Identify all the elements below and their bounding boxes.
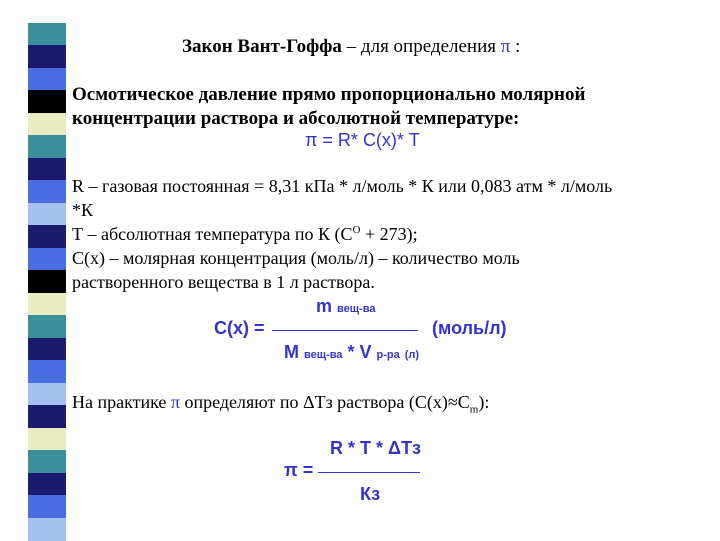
practice-pre: На практике — [72, 392, 171, 412]
stripe-block — [28, 270, 66, 294]
stripe-block — [28, 203, 66, 227]
title-pi-symbol: π — [501, 36, 511, 57]
stripe-block — [28, 113, 66, 137]
definition-t-main: Т – абсолютная температура по К (С — [72, 224, 353, 244]
stripe-block — [28, 23, 66, 47]
stripe-block — [28, 180, 66, 204]
practice-mid: определяют по ΔТз раствора (С(х)≈С — [180, 392, 470, 412]
stripe-block — [28, 90, 66, 114]
practice-pi-symbol: π — [171, 392, 180, 412]
definition-c-line-2: растворенного вещества в 1 л раствора. — [72, 272, 375, 293]
stripe-block — [28, 225, 66, 249]
statement-line-1: Осмотическое давление прямо пропорционально молярной — [72, 84, 585, 106]
frac1-units: (моль/л) — [432, 318, 507, 339]
stripe-block — [28, 293, 66, 317]
stripe-block — [28, 473, 66, 497]
frac1-denominator — [284, 342, 419, 363]
definition-r-line-1: R – газовая постоянная = 8,31 кПа * л/моль * К или 0,083 атм * л/моль — [72, 176, 612, 197]
stripe-block — [28, 360, 66, 384]
stripe-block — [28, 135, 66, 159]
practice-line — [72, 392, 489, 416]
stripe-block — [28, 248, 66, 272]
frac1-den-paren: (л) — [405, 349, 419, 361]
stripe-block — [28, 405, 66, 429]
frac2-numerator: R * T * ΔТз — [330, 438, 421, 459]
frac1-den-m-sub: вещ-ва — [304, 349, 342, 361]
frac2-fraction-line — [318, 472, 420, 473]
frac1-lhs: С(х) = — [214, 318, 265, 339]
title-bold: Закон Вант-Гоффа — [182, 36, 342, 57]
stripe-block — [28, 450, 66, 474]
practice-sub: m — [470, 404, 479, 416]
definition-t — [72, 224, 418, 245]
definition-r-line-2: *К — [72, 200, 93, 221]
frac1-den-v-sub: р-ра — [376, 349, 399, 361]
frac2-lhs: π = — [284, 460, 313, 481]
title-tail: : — [510, 36, 520, 57]
slide-title — [182, 36, 520, 58]
stripe-block — [28, 68, 66, 92]
frac1-numerator — [316, 296, 375, 317]
stripe-block — [28, 383, 66, 407]
stripe-block — [28, 315, 66, 339]
stripe-block — [28, 45, 66, 69]
stripe-block — [28, 518, 66, 541]
vant-hoff-formula: π = R* С(x)* Т — [305, 130, 420, 151]
frac1-den-star-v: * V — [342, 342, 371, 362]
frac1-num-sub: вещ-ва — [337, 303, 375, 315]
stripe-block — [28, 158, 66, 182]
stripe-block — [28, 428, 66, 452]
definition-c-line-1: С(х) – молярная концентрация (моль/л) – количество моль — [72, 248, 520, 269]
title-rest: – для определения — [342, 36, 501, 57]
frac1-num-m: m — [316, 296, 332, 316]
definition-t-sup: O — [353, 224, 361, 236]
stripe-block — [28, 495, 66, 519]
frac2-denominator: Кз — [360, 484, 380, 505]
definition-t-tail: + 273); — [360, 224, 417, 244]
decorative-stripe-bar — [28, 0, 66, 540]
frac1-den-m: М — [284, 342, 299, 362]
statement-line-2: концентрации раствора и абсолютной температуре: — [72, 108, 519, 130]
stripe-block — [28, 338, 66, 362]
frac1-fraction-line — [272, 330, 418, 331]
practice-tail: ): — [478, 392, 489, 412]
stripe-block — [28, 0, 66, 24]
